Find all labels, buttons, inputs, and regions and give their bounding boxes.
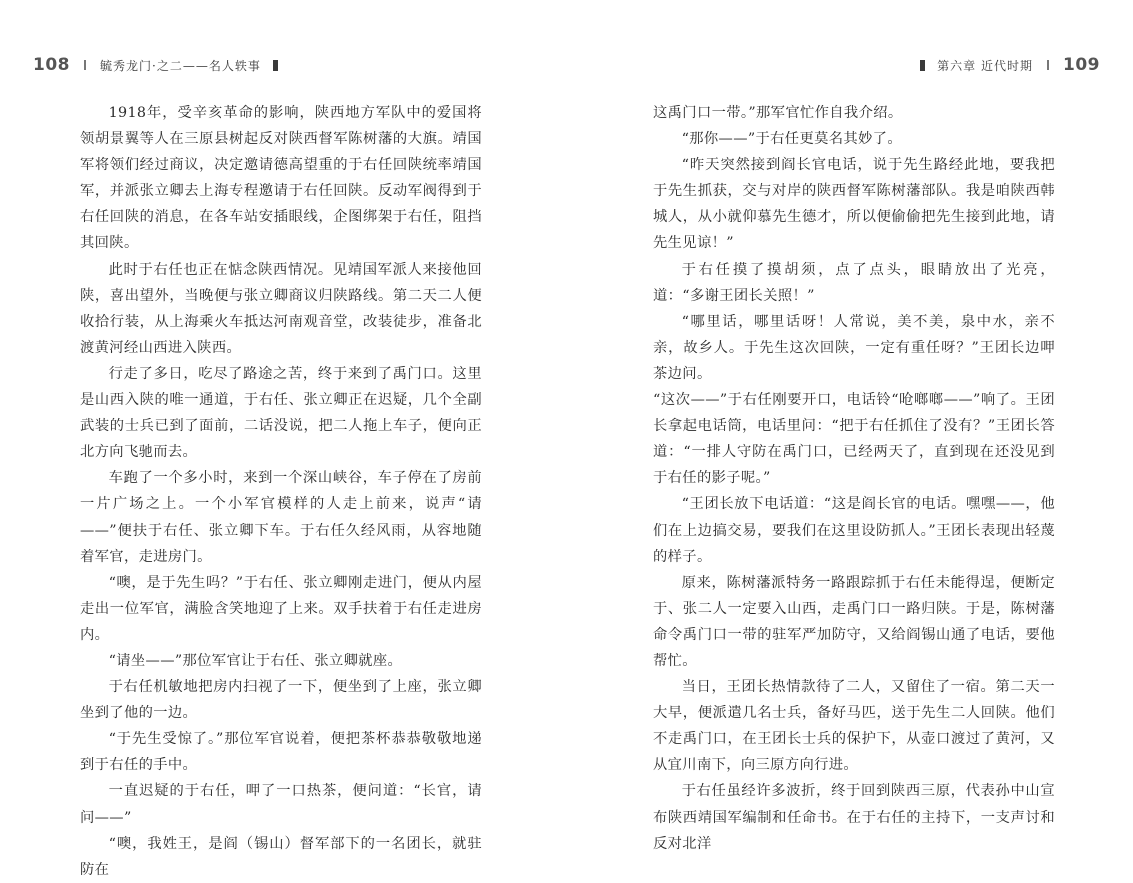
paragraph: 于右任虽经许多波折，终于回到陕西三原，代表孙中山宣布陕西靖国军编制和任命书。在于右任的主持下，一支声讨和反对北洋 xyxy=(653,783,1055,852)
paragraph: 于右任机敏地把房内扫视了一下，便坐到了上座，张立卿坐到了他的一边。 xyxy=(80,679,482,722)
paragraph: 行走了多日，吃尽了路途之苦，终于来到了禹门口。这里是山西入陕的唯一通道，于右任、张立卿正在迟疑，几个全副武装的士兵已到了面前，二话没说，把二人拖上车子，便向正北方向飞驰而去。 xyxy=(80,365,482,461)
left-page-number: 108 xyxy=(33,55,70,75)
header-divider xyxy=(1047,60,1049,70)
left-running-title: 毓秀龙门·之二——名人轶事 xyxy=(100,58,261,73)
header-divider xyxy=(84,60,86,70)
paragraph: “哪里话，哪里话呀！人常说，美不美，泉中水，亲不亲，故乡人。于先生这次回陕，一定有重任呀？”王团长边呷茶边问。 xyxy=(653,313,1055,382)
paragraph-continued: 这禹门口一带。”那军官忙作自我介绍。 xyxy=(653,105,903,121)
paragraph: “这次——”于右任刚要开口，电话铃“呛啷啷——”响了。王团长拿起电话筒，电话里问：“把于右任抓住了没有？”王团长答道：“一排人守防在禹门口，已经两天了，直到现在还没见到于右任的影子呢。” xyxy=(653,392,1055,487)
paragraph: “噢，我姓王，是阎（锡山）督军部下的一名团长，就驻防在 xyxy=(80,835,482,878)
paragraph: “王团长放下电话道：“这是阎长官的电话。嘿嘿——，他们在上边搞交易，要我们在这里设防抓人。”王团长表现出轻蔑的样子。 xyxy=(653,496,1055,565)
paragraph: “于先生受惊了。”那位军官说着，便把茶杯恭恭敬敬地递到于右任的手中。 xyxy=(80,731,482,774)
left-page-body xyxy=(80,100,482,883)
paragraph: 一直迟疑的于右任，呷了一口热茶，便问道：“长官，请问——” xyxy=(80,783,482,826)
paragraph: 车跑了一个多小时，来到一个深山峡谷，车子停在了房前一片广场之上。一个小军官模样的人走上前来，说声“请——”便扶于右任、张立卿下车。于右任久经风雨，从容地随着军官，走进房门。 xyxy=(80,470,482,565)
header-mark xyxy=(920,60,925,71)
paragraph: “噢，是于先生吗？”于右任、张立卿刚走进门，便从内屋走出一位军官，满脸含笑地迎了上来。双手扶着于右任走进房内。 xyxy=(80,574,482,643)
paragraph: 1918年，受辛亥革命的影响，陕西地方军队中的爱国将领胡景翼等人在三原县树起反对陕西督军陈树藩的大旗。靖国军将领们经过商议，决定邀请德高望重的于右任回陕统率靖国军，并派张立卿去上海专程邀请于右任回陕。反动军阀得到于右任回陕的消息，在各车站安插眼线，企图绑架于右任，阻挡其回陕。 xyxy=(80,105,482,252)
right-running-title: 第六章 近代时期 xyxy=(937,58,1033,73)
right-page-number: 109 xyxy=(1063,55,1100,75)
left-page-header xyxy=(33,54,290,76)
paragraph: “昨天突然接到阎长官电话，说于先生路经此地，要我把于先生抓获，交与对岸的陕西督军陈树藩部队。我是咱陕西韩城人，从小就仰慕先生德才，所以便偷偷把先生接到此地，请先生见谅！” xyxy=(653,157,1055,252)
paragraph: 此时于右任也正在惦念陕西情况。见靖国军派人来接他回陕，喜出望外，当晚便与张立卿商议归陕路线。第二天二人便收拾行装，从上海乘火车抵达河南观音堂，改装徒步，准备北渡黄河经山西进入陕西。 xyxy=(80,261,482,356)
right-page-header xyxy=(908,54,1100,76)
paragraph: “那你——”于右任更莫名其妙了。 xyxy=(681,131,902,148)
right-page-body xyxy=(653,100,1055,857)
header-mark xyxy=(273,60,278,71)
paragraph: 当日，王团长热情款待了二人，又留住了一宿。第二天一大早，便派遣几名士兵，备好马匹，送于先生二人回陕。他们不走禹门口，在王团长士兵的保护下，从壶口渡过了黄河，又从宜川南下，向三原方向行进。 xyxy=(653,679,1055,774)
paragraph: 原来，陈树藩派特务一路跟踪抓于右任未能得逞，便断定于、张二人一定要入山西，走禹门口一路归陕。于是，陈树藩命令禹门口一带的驻军严加防守，又给阎锡山通了电话，要他帮忙。 xyxy=(653,574,1055,669)
paragraph: “请坐——”那位军官让于右任、张立卿就座。 xyxy=(108,652,403,669)
paragraph: 于右任摸了摸胡须，点了点头，眼睛放出了光亮，道：“多谢王团长关照！” xyxy=(653,261,1055,304)
